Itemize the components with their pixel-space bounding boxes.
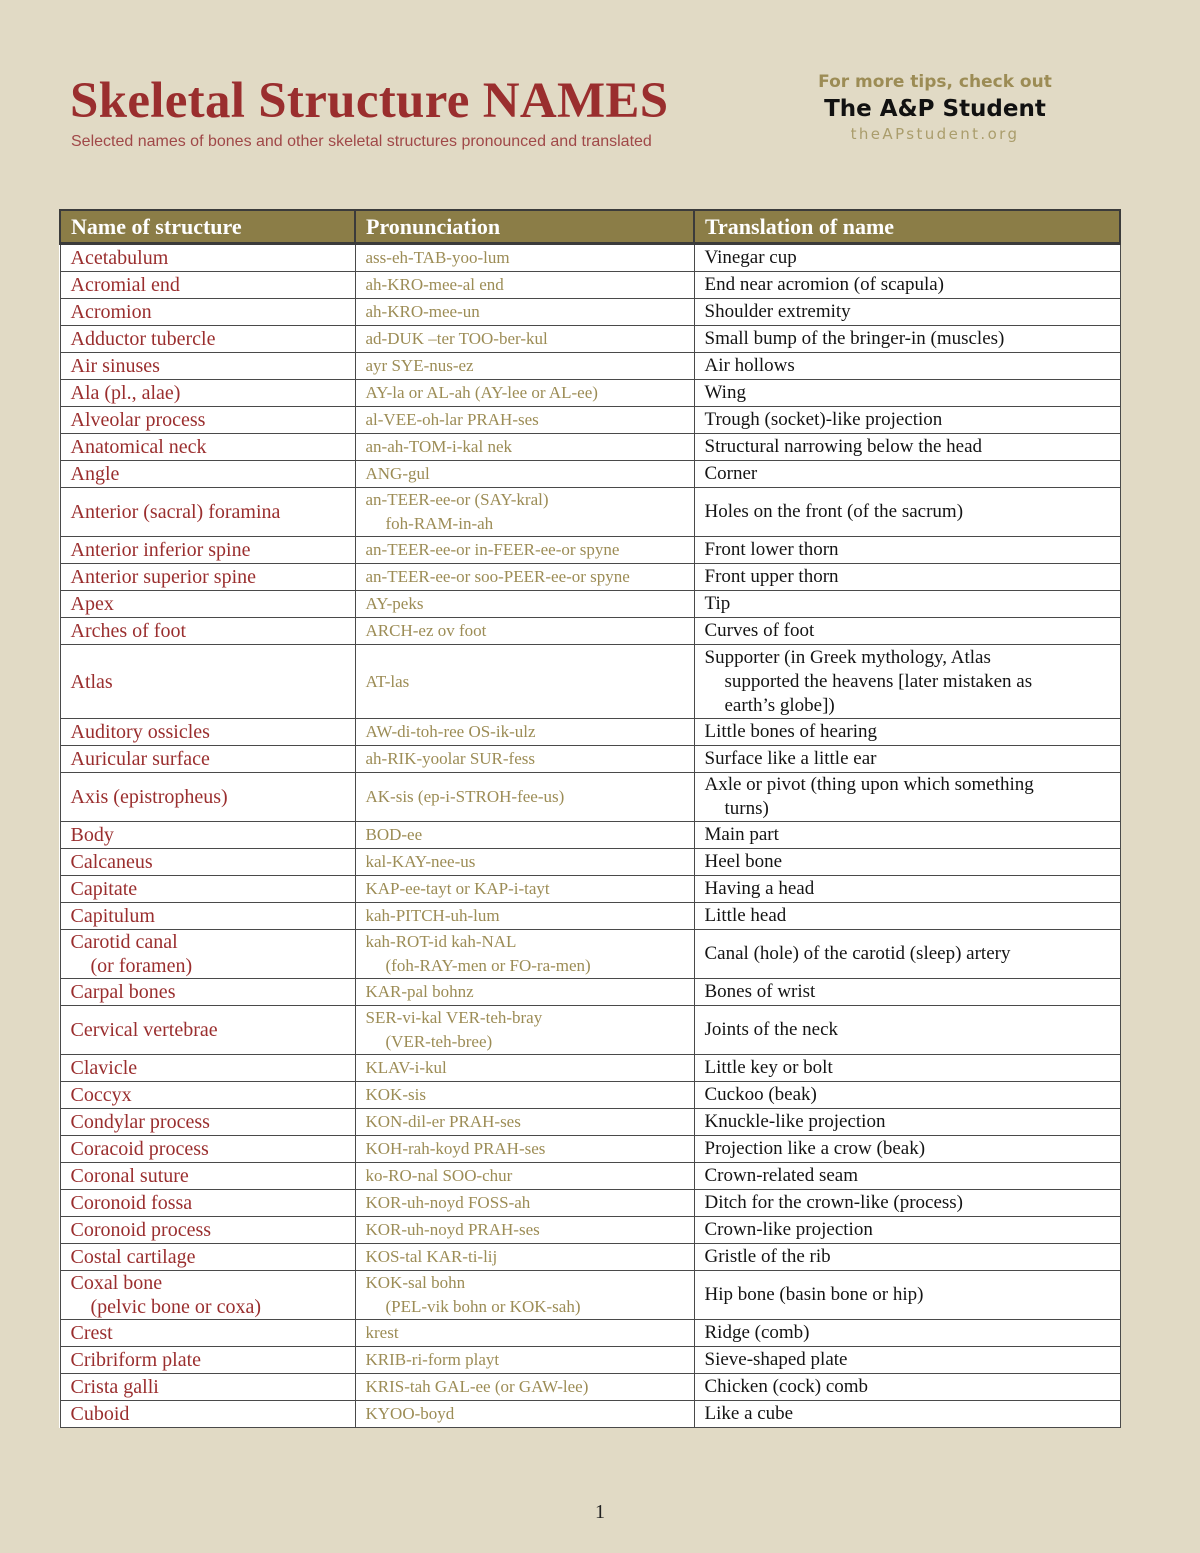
table-row bbox=[60, 849, 1120, 876]
pronunciation-cell-line: an-TEER-ee-or in-FEER-ee-or spyne bbox=[365, 540, 620, 559]
pronunciation-cell-line: al-VEE-oh-lar PRAH-ses bbox=[365, 410, 539, 429]
pronunciation-cell-line: KOR-uh-noyd PRAH-ses bbox=[365, 1220, 540, 1239]
structure-name-cell bbox=[60, 1271, 355, 1320]
table-row bbox=[60, 1217, 1120, 1244]
pronunciation-cell bbox=[355, 618, 694, 645]
structure-name-cell bbox=[60, 537, 355, 564]
translation-cell bbox=[694, 461, 1120, 488]
table-row bbox=[60, 1190, 1120, 1217]
structure-name-cell-line: Coxal bone bbox=[70, 1272, 163, 1294]
table-row bbox=[60, 353, 1120, 380]
translation-cell-line: Like a cube bbox=[704, 1403, 794, 1424]
translation-cell-line: Main part bbox=[704, 824, 779, 845]
translation-cell-line: Supporter (in Greek mythology, Atlas bbox=[704, 646, 991, 668]
promo-tip-text: For more tips, check out bbox=[818, 72, 1052, 92]
translation-cell-line: Wing bbox=[704, 382, 746, 403]
structure-name-cell bbox=[60, 849, 355, 876]
structure-name-cell-line: Acromial end bbox=[70, 274, 180, 296]
structure-name-cell-line: Adductor tubercle bbox=[70, 328, 216, 350]
translation-cell-line: Axle or pivot (thing upon which something bbox=[704, 774, 1034, 795]
table-row bbox=[60, 1320, 1120, 1347]
structure-name-cell bbox=[60, 1190, 355, 1217]
translation-cell bbox=[694, 353, 1120, 380]
structure-name-cell-line: (pelvic bone or coxa) bbox=[90, 1296, 261, 1318]
table-row bbox=[60, 1136, 1120, 1163]
structure-name-cell bbox=[60, 719, 355, 746]
structure-name-cell bbox=[60, 822, 355, 849]
table-row bbox=[60, 326, 1120, 353]
structure-name-cell bbox=[60, 407, 355, 434]
table-row bbox=[60, 1401, 1120, 1428]
structure-name-cell bbox=[60, 930, 355, 979]
translation-cell bbox=[694, 488, 1120, 537]
translation-cell-line: Joints of the neck bbox=[704, 1019, 839, 1040]
translation-cell bbox=[694, 876, 1120, 903]
pronunciation-cell-line: ass-eh-TAB-yoo-lum bbox=[365, 248, 510, 267]
translation-cell-line: Chicken (cock) comb bbox=[704, 1376, 869, 1397]
translation-cell bbox=[694, 849, 1120, 876]
structure-name-cell bbox=[60, 1163, 355, 1190]
pronunciation-cell bbox=[355, 564, 694, 591]
pronunciation-cell bbox=[355, 849, 694, 876]
table-header-row bbox=[60, 210, 1120, 244]
structure-name-cell bbox=[60, 434, 355, 461]
translation-cell-line: Structural narrowing below the head bbox=[704, 436, 983, 457]
structure-name-cell bbox=[60, 1347, 355, 1374]
pronunciation-cell-line: kah-ROT-id kah-NAL bbox=[365, 932, 517, 951]
table-row bbox=[60, 1347, 1120, 1374]
translation-cell bbox=[694, 1320, 1120, 1347]
pronunciation-cell-line: KON-dil-er PRAH-ses bbox=[365, 1112, 521, 1131]
translation-cell-line: Tip bbox=[704, 593, 731, 614]
table-row bbox=[60, 1244, 1120, 1271]
translation-cell-line: Hip bone (basin bone or hip) bbox=[704, 1284, 924, 1305]
translation-cell bbox=[694, 1401, 1120, 1428]
structure-name-cell-line: Body bbox=[70, 824, 114, 846]
structure-name-cell bbox=[60, 564, 355, 591]
pronunciation-cell bbox=[355, 1347, 694, 1374]
pronunciation-cell bbox=[355, 773, 694, 822]
pronunciation-cell bbox=[355, 876, 694, 903]
translation-cell bbox=[694, 380, 1120, 407]
pronunciation-cell-line: AK-sis (ep-i-STROH-fee-us) bbox=[365, 787, 565, 806]
pronunciation-cell bbox=[355, 719, 694, 746]
table-row bbox=[60, 299, 1120, 326]
pronunciation-cell bbox=[355, 1190, 694, 1217]
table-row bbox=[60, 645, 1120, 719]
translation-cell bbox=[694, 244, 1120, 272]
structure-name-cell-line: Coronal suture bbox=[70, 1165, 189, 1187]
structure-names-table bbox=[59, 209, 1121, 1428]
translation-cell bbox=[694, 903, 1120, 930]
pronunciation-cell-line: AW-di-toh-ree OS-ik-ulz bbox=[365, 722, 536, 741]
structure-name-cell bbox=[60, 1320, 355, 1347]
translation-cell-line: Sieve-shaped plate bbox=[704, 1349, 848, 1370]
structure-name-cell bbox=[60, 591, 355, 618]
structure-name-cell bbox=[60, 1136, 355, 1163]
structure-name-cell bbox=[60, 1055, 355, 1082]
structure-name-cell bbox=[60, 979, 355, 1006]
pronunciation-cell-line: BOD-ee bbox=[365, 825, 423, 844]
pronunciation-cell bbox=[355, 930, 694, 979]
translation-cell-line: Knuckle-like projection bbox=[704, 1111, 886, 1132]
structure-name-cell-line: Arches of foot bbox=[70, 620, 187, 642]
translation-cell-line: Ridge (comb) bbox=[704, 1322, 810, 1343]
table-row bbox=[60, 272, 1120, 299]
pronunciation-cell-line: ARCH-ez ov foot bbox=[365, 621, 487, 640]
promo-block bbox=[800, 70, 1070, 144]
table-row bbox=[60, 773, 1120, 822]
structure-name-cell bbox=[60, 1374, 355, 1401]
structure-name-cell-line: Coronoid process bbox=[70, 1219, 212, 1241]
structure-name-cell-line: Condylar process bbox=[70, 1111, 210, 1133]
pronunciation-cell-line: kal-KAY-nee-us bbox=[365, 852, 476, 871]
translation-cell-line: supported the heavens [later mistaken as bbox=[724, 670, 1033, 692]
pronunciation-cell-line: ko-RO-nal SOO-chur bbox=[365, 1166, 513, 1185]
pronunciation-cell-line: KYOO-boyd bbox=[365, 1404, 455, 1423]
pronunciation-cell-line: KOS-tal KAR-ti-lij bbox=[365, 1247, 498, 1266]
structure-name-cell-line: Cuboid bbox=[70, 1403, 130, 1425]
pronunciation-cell-line: ah-KRO-mee-al end bbox=[365, 275, 504, 294]
pronunciation-cell bbox=[355, 326, 694, 353]
structure-name-cell-line: Calcaneus bbox=[70, 851, 153, 873]
structure-name-cell-line: Alveolar process bbox=[70, 409, 206, 431]
translation-cell bbox=[694, 1006, 1120, 1055]
translation-cell bbox=[694, 591, 1120, 618]
table-row bbox=[60, 1082, 1120, 1109]
table-row bbox=[60, 1374, 1120, 1401]
structure-name-cell bbox=[60, 876, 355, 903]
pronunciation-cell bbox=[355, 1136, 694, 1163]
structure-name-cell-line: Coracoid process bbox=[70, 1138, 209, 1160]
translation-cell bbox=[694, 645, 1120, 719]
pronunciation-cell bbox=[355, 979, 694, 1006]
translation-cell bbox=[694, 1082, 1120, 1109]
structure-name-cell-line: Acetabulum bbox=[70, 247, 169, 269]
structure-name-cell bbox=[60, 1109, 355, 1136]
translation-cell-line: Having a head bbox=[704, 878, 815, 899]
structure-name-cell bbox=[60, 1244, 355, 1271]
pronunciation-cell bbox=[355, 1320, 694, 1347]
structure-name-cell-line: Acromion bbox=[70, 301, 152, 323]
translation-cell-line: Bones of wrist bbox=[704, 981, 816, 1002]
translation-cell bbox=[694, 746, 1120, 773]
pronunciation-cell bbox=[355, 1055, 694, 1082]
table-row bbox=[60, 488, 1120, 537]
pronunciation-cell bbox=[355, 244, 694, 272]
translation-cell-line: Small bump of the bringer-in (muscles) bbox=[704, 328, 1005, 349]
translation-cell bbox=[694, 1271, 1120, 1320]
translation-cell-line: Trough (socket)-like projection bbox=[704, 409, 943, 430]
pronunciation-cell-line: ah-KRO-mee-un bbox=[365, 302, 480, 321]
table-row bbox=[60, 822, 1120, 849]
structure-name-cell bbox=[60, 1401, 355, 1428]
structure-name-cell-line: Capitulum bbox=[70, 905, 155, 927]
translation-cell-line: Canal (hole) of the carotid (sleep) artery bbox=[704, 943, 1011, 964]
table-row bbox=[60, 618, 1120, 645]
pronunciation-cell-line: KOK-sis bbox=[365, 1085, 426, 1104]
structure-name-cell bbox=[60, 645, 355, 719]
header-name-of-structure: Name of structure bbox=[60, 210, 355, 244]
translation-cell-line: Little bones of hearing bbox=[704, 721, 878, 742]
translation-cell-line: Little key or bolt bbox=[704, 1057, 833, 1078]
translation-cell bbox=[694, 1190, 1120, 1217]
structure-name-cell-line: Auricular surface bbox=[70, 748, 210, 770]
translation-cell-line: Curves of foot bbox=[704, 620, 815, 641]
promo-url-link[interactable]: theAPstudent.org bbox=[850, 125, 1020, 143]
pronunciation-cell bbox=[355, 746, 694, 773]
translation-cell bbox=[694, 1136, 1120, 1163]
translation-cell bbox=[694, 1347, 1120, 1374]
structure-name-cell-line: Coronoid fossa bbox=[70, 1192, 193, 1214]
translation-cell-line: End near acromion (of scapula) bbox=[704, 274, 945, 295]
translation-cell-line: earth’s globe]) bbox=[724, 694, 835, 716]
table-row bbox=[60, 1109, 1120, 1136]
translation-cell-line: Crown-related seam bbox=[704, 1165, 859, 1186]
pronunciation-cell-line: an-ah-TOM-i-kal nek bbox=[365, 437, 512, 456]
translation-cell-line: Ditch for the crown-like (process) bbox=[704, 1192, 964, 1213]
table-row bbox=[60, 1006, 1120, 1055]
pronunciation-cell bbox=[355, 407, 694, 434]
pronunciation-cell-line: ah-RIK-yoolar SUR-fess bbox=[365, 749, 535, 768]
structure-name-cell bbox=[60, 380, 355, 407]
translation-cell-line: Corner bbox=[704, 463, 758, 484]
pronunciation-cell bbox=[355, 1401, 694, 1428]
structure-name-cell-line: Clavicle bbox=[70, 1057, 138, 1079]
pronunciation-cell bbox=[355, 434, 694, 461]
pronunciation-cell bbox=[355, 380, 694, 407]
translation-cell bbox=[694, 1109, 1120, 1136]
translation-cell bbox=[694, 1217, 1120, 1244]
translation-cell bbox=[694, 326, 1120, 353]
pronunciation-cell bbox=[355, 591, 694, 618]
pronunciation-cell-line: KRIB-ri-form playt bbox=[365, 1350, 500, 1369]
translation-cell bbox=[694, 1244, 1120, 1271]
pronunciation-cell bbox=[355, 461, 694, 488]
header-translation: Translation of name bbox=[694, 210, 1120, 244]
structure-name-cell-line: Auditory ossicles bbox=[70, 721, 210, 743]
pronunciation-cell bbox=[355, 1217, 694, 1244]
structure-name-cell-line: Anterior inferior spine bbox=[70, 539, 251, 561]
pronunciation-cell-line: KRIS-tah GAL-ee (or GAW-lee) bbox=[365, 1377, 589, 1396]
structure-name-cell-line: Axis (epistropheus) bbox=[70, 786, 228, 808]
table-row bbox=[60, 930, 1120, 979]
page-title: Skeletal Structure NAMES bbox=[70, 73, 669, 129]
translation-cell-line: Air hollows bbox=[704, 355, 795, 376]
table-row bbox=[60, 719, 1120, 746]
structure-name-cell bbox=[60, 326, 355, 353]
pronunciation-cell bbox=[355, 1082, 694, 1109]
table-row bbox=[60, 537, 1120, 564]
structure-name-cell-line: Apex bbox=[70, 593, 114, 615]
pronunciation-cell bbox=[355, 353, 694, 380]
translation-cell-line: Holes on the front (of the sacrum) bbox=[704, 501, 964, 522]
pronunciation-cell-line: (VER-teh-bree) bbox=[385, 1032, 493, 1051]
translation-cell bbox=[694, 1163, 1120, 1190]
pronunciation-cell-line: AY-peks bbox=[365, 594, 424, 613]
structure-name-cell bbox=[60, 461, 355, 488]
table-row bbox=[60, 591, 1120, 618]
table-header bbox=[60, 210, 1120, 244]
structure-name-cell-line: Atlas bbox=[70, 670, 113, 693]
translation-cell-line: turns) bbox=[724, 798, 769, 819]
table-row bbox=[60, 1055, 1120, 1082]
translation-cell bbox=[694, 272, 1120, 299]
structure-name-cell bbox=[60, 488, 355, 537]
pronunciation-cell bbox=[355, 822, 694, 849]
translation-cell bbox=[694, 773, 1120, 822]
pronunciation-cell bbox=[355, 1271, 694, 1320]
structure-name-cell-line: Anatomical neck bbox=[70, 436, 207, 458]
structure-name-cell bbox=[60, 903, 355, 930]
table-row bbox=[60, 746, 1120, 773]
table-row bbox=[60, 903, 1120, 930]
structure-name-cell-line: Carpal bones bbox=[70, 981, 176, 1003]
structure-name-cell-line: Anterior (sacral) foramina bbox=[70, 501, 281, 523]
translation-cell-line: Vinegar cup bbox=[704, 247, 797, 268]
translation-cell bbox=[694, 1374, 1120, 1401]
pronunciation-cell-line: KOR-uh-noyd FOSS-ah bbox=[365, 1193, 531, 1212]
structure-name-cell bbox=[60, 618, 355, 645]
pronunciation-cell bbox=[355, 1244, 694, 1271]
table-row bbox=[60, 1271, 1120, 1320]
pronunciation-cell-line: krest bbox=[365, 1323, 399, 1342]
page-subtitle: Selected names of bones and other skeletal structures pronounced and translated bbox=[71, 133, 652, 150]
pronunciation-cell-line: KLAV-i-kul bbox=[365, 1058, 447, 1077]
structure-name-cell-line: (or foramen) bbox=[90, 955, 193, 977]
pronunciation-cell-line: ad-DUK –ter TOO-ber-kul bbox=[365, 329, 548, 348]
pronunciation-cell bbox=[355, 1109, 694, 1136]
pronunciation-cell bbox=[355, 272, 694, 299]
table-body bbox=[60, 244, 1120, 1428]
translation-cell bbox=[694, 434, 1120, 461]
pronunciation-cell bbox=[355, 1006, 694, 1055]
translation-cell bbox=[694, 537, 1120, 564]
translation-cell bbox=[694, 822, 1120, 849]
pronunciation-cell-line: foh-RAM-in-ah bbox=[385, 514, 494, 533]
table-row bbox=[60, 876, 1120, 903]
table-row bbox=[60, 564, 1120, 591]
table-row bbox=[60, 434, 1120, 461]
translation-cell bbox=[694, 407, 1120, 434]
pronunciation-cell bbox=[355, 645, 694, 719]
header-pronunciation: Pronunciation bbox=[355, 210, 694, 244]
structure-name-cell-line: Cervical vertebrae bbox=[70, 1019, 218, 1041]
structure-name-cell bbox=[60, 244, 355, 272]
pronunciation-cell-line: ayr SYE-nus-ez bbox=[365, 356, 474, 375]
translation-cell-line: Cuckoo (beak) bbox=[704, 1084, 817, 1105]
structure-name-cell-line: Carotid canal bbox=[70, 931, 178, 953]
structure-name-cell bbox=[60, 1006, 355, 1055]
table-row bbox=[60, 407, 1120, 434]
translation-cell-line: Crown-like projection bbox=[704, 1219, 873, 1240]
structure-name-cell bbox=[60, 299, 355, 326]
structure-name-cell-line: Capitate bbox=[70, 878, 138, 900]
structure-name-cell-line: Crest bbox=[70, 1322, 113, 1344]
pronunciation-cell-line: ANG-gul bbox=[365, 464, 430, 483]
translation-cell-line: Front upper thorn bbox=[704, 566, 839, 587]
translation-cell-line: Heel bone bbox=[704, 851, 783, 872]
pronunciation-cell-line: KOK-sal bohn bbox=[365, 1273, 466, 1292]
structure-name-cell-line: Crista galli bbox=[70, 1376, 159, 1398]
translation-cell bbox=[694, 618, 1120, 645]
pronunciation-cell-line: (foh-RAY-men or FO-ra-men) bbox=[385, 956, 591, 975]
pronunciation-cell bbox=[355, 1374, 694, 1401]
translation-cell-line: Projection like a crow (beak) bbox=[704, 1138, 926, 1159]
table-row bbox=[60, 380, 1120, 407]
structure-name-cell-line: Air sinuses bbox=[70, 355, 160, 377]
translation-cell-line: Front lower thorn bbox=[704, 539, 839, 560]
pronunciation-cell-line: an-TEER-ee-or (SAY-kral) bbox=[365, 490, 549, 509]
table-row bbox=[60, 979, 1120, 1006]
table-row bbox=[60, 1163, 1120, 1190]
translation-cell bbox=[694, 719, 1120, 746]
pronunciation-cell-line: AT-las bbox=[365, 671, 410, 691]
pronunciation-cell bbox=[355, 488, 694, 537]
structure-name-cell bbox=[60, 1217, 355, 1244]
translation-cell bbox=[694, 299, 1120, 326]
pronunciation-cell-line: KAP-ee-tayt or KAP-i-tayt bbox=[365, 879, 550, 898]
pronunciation-cell-line: an-TEER-ee-or soo-PEER-ee-or spyne bbox=[365, 567, 630, 586]
structure-name-cell bbox=[60, 746, 355, 773]
structure-name-cell-line: Anterior superior spine bbox=[70, 566, 257, 588]
structure-name-cell-line: Cribriform plate bbox=[70, 1349, 202, 1371]
structure-name-cell bbox=[60, 353, 355, 380]
structure-name-cell bbox=[60, 272, 355, 299]
pronunciation-cell bbox=[355, 1163, 694, 1190]
table-row bbox=[60, 461, 1120, 488]
structure-name-cell-line: Costal cartilage bbox=[70, 1246, 196, 1268]
translation-cell-line: Gristle of the rib bbox=[704, 1246, 831, 1267]
translation-cell-line: Shoulder extremity bbox=[704, 301, 851, 322]
structure-name-cell-line: Angle bbox=[70, 463, 120, 485]
translation-cell bbox=[694, 979, 1120, 1006]
structure-name-cell bbox=[60, 773, 355, 822]
translation-cell bbox=[694, 930, 1120, 979]
translation-cell-line: Little head bbox=[704, 905, 787, 926]
pronunciation-cell-line: kah-PITCH-uh-lum bbox=[365, 906, 500, 925]
structure-name-cell-line: Ala (pl., alae) bbox=[70, 382, 181, 404]
translation-cell-line: Surface like a little ear bbox=[704, 748, 877, 769]
promo-brand-name: The A&P Student bbox=[824, 96, 1046, 122]
pronunciation-cell bbox=[355, 299, 694, 326]
pronunciation-cell-line: AY-la or AL-ah (AY-lee or AL-ee) bbox=[365, 383, 598, 402]
pronunciation-cell-line: KAR-pal bohnz bbox=[365, 982, 474, 1001]
structure-name-cell bbox=[60, 1082, 355, 1109]
translation-cell bbox=[694, 564, 1120, 591]
page-number: 1 bbox=[595, 1501, 605, 1523]
pronunciation-cell-line: SER-vi-kal VER-teh-bray bbox=[365, 1008, 543, 1027]
pronunciation-cell bbox=[355, 903, 694, 930]
pronunciation-cell-line: KOH-rah-koyd PRAH-ses bbox=[365, 1139, 546, 1158]
translation-cell bbox=[694, 1055, 1120, 1082]
table-row bbox=[60, 244, 1120, 272]
pronunciation-cell-line: (PEL-vik bohn or KOK-sah) bbox=[385, 1297, 581, 1316]
pronunciation-cell bbox=[355, 537, 694, 564]
structure-name-cell-line: Coccyx bbox=[70, 1084, 132, 1106]
